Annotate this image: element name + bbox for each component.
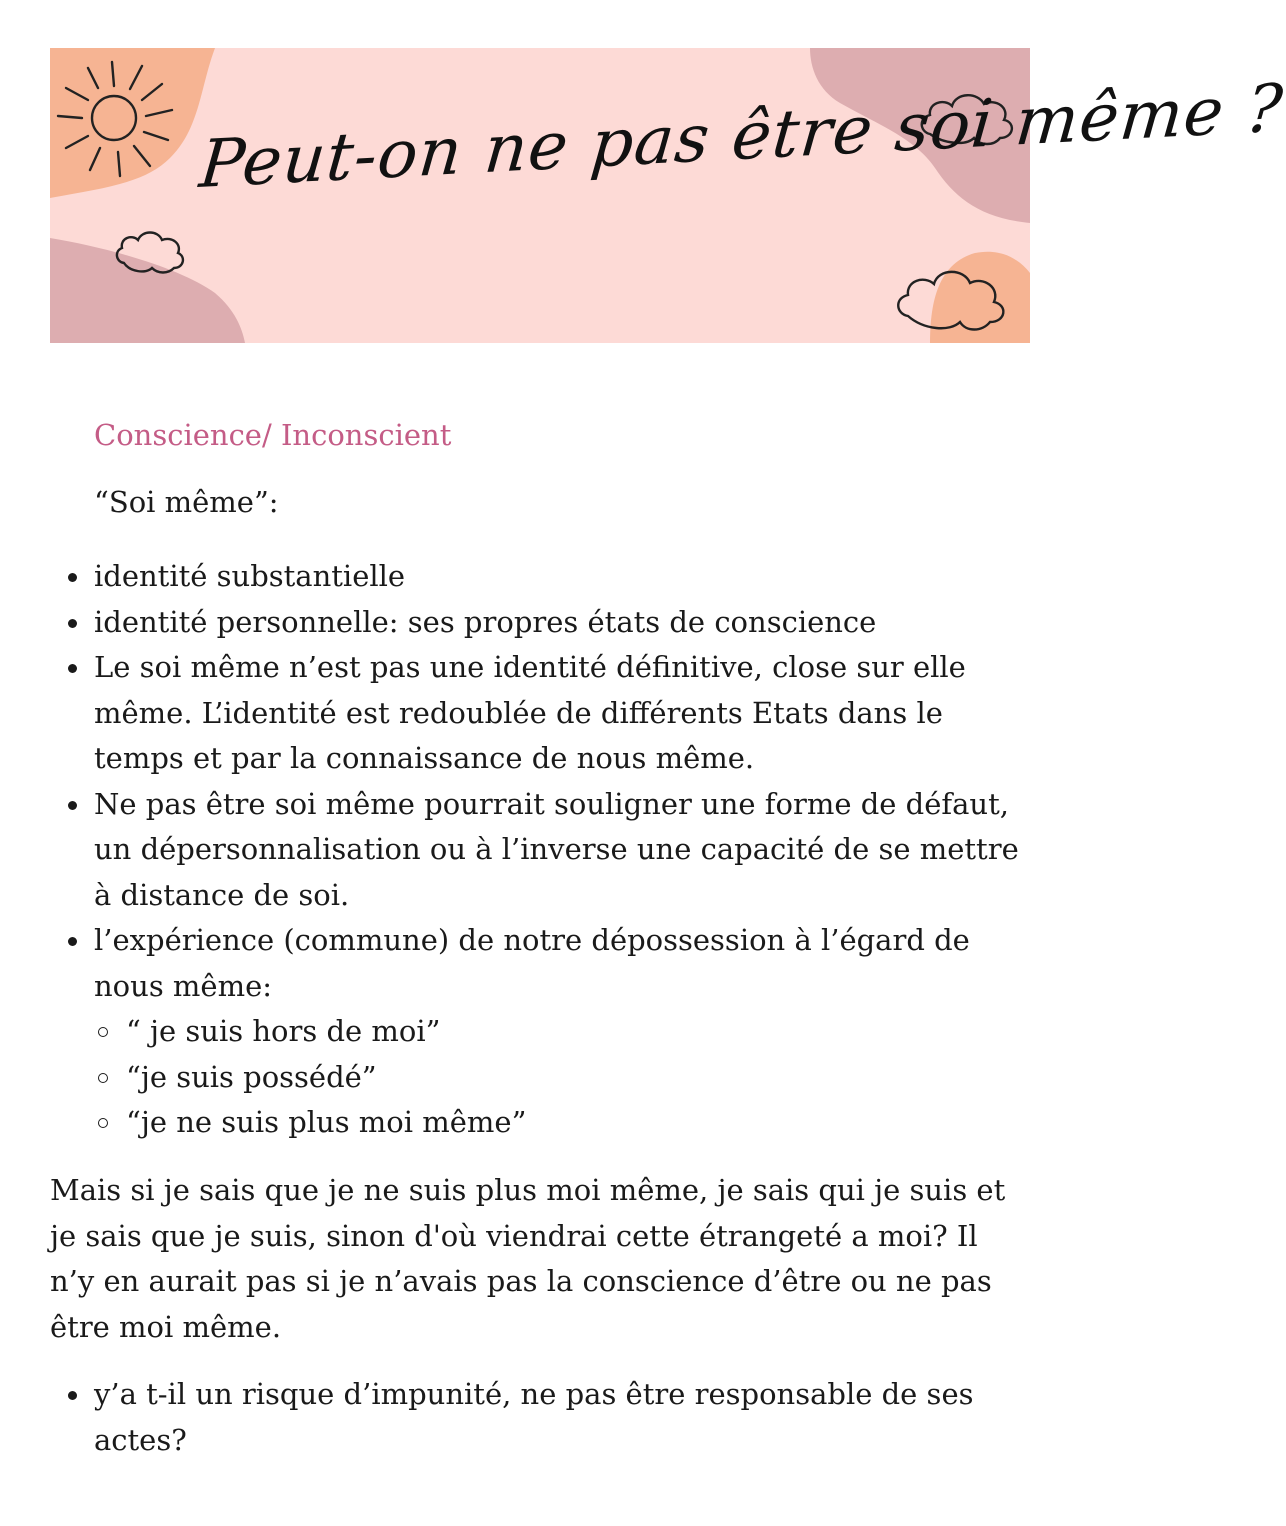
sub-list-item: “je ne suis plus moi même” [94, 1100, 1034, 1146]
page-title: Peut-on ne pas être soi même ? [196, 69, 1286, 203]
sub-bullet-list [94, 1009, 1034, 1146]
list-item: Le soi même n’est pas une identité définitive, close sur elle même. L’identité est redoublée de différents Etats dans le temps et par la connaissance de nous même. [94, 645, 1034, 782]
mauve-blob-bottom-left [50, 238, 245, 343]
sub-list-item: “je suis possédé” [94, 1055, 1034, 1101]
list-item: identité substantielle [94, 554, 1034, 600]
sub-list-item: “ je suis hors de moi” [94, 1009, 1034, 1055]
list-item-text: l’expérience (commune) de notre dépossession à l’égard de nous même: [94, 923, 970, 1003]
subheading: “Soi même”: [94, 485, 279, 519]
body-paragraph: Mais si je sais que je ne suis plus moi même, je sais qui je suis et je sais que je suis, sinon d'où viendrai cette étrangeté a moi? Il n’y en aurait pas si je n’avais pas la conscience d’être ou ne pas être moi même. [50, 1173, 1006, 1344]
bullet-list [94, 554, 1034, 1146]
peach-blob-top-left [50, 48, 215, 198]
list-item: identité personnelle: ses propres états de conscience [94, 600, 1034, 646]
section-title: Conscience/ Inconscient [94, 418, 452, 452]
list-item-with-sublist [94, 918, 1034, 1146]
list-item: y’a t-il un risque d’impunité, ne pas être responsable de ses actes? [94, 1372, 994, 1463]
list-item: Ne pas être soi même pourrait souligner une forme de défaut, un dépersonnalisation ou à l’inverse une capacité de se mettre à distance de soi. [94, 782, 1034, 919]
header-banner [50, 48, 1286, 343]
bullet-list-2 [94, 1372, 994, 1463]
